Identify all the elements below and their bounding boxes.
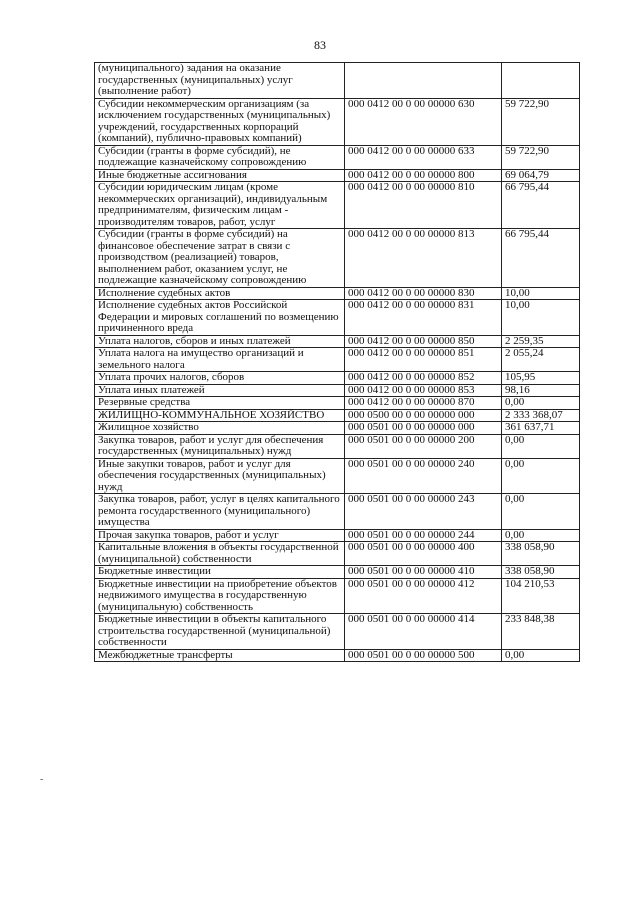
code-cell: 000 0501 00 0 00 00000 500 [345, 649, 502, 662]
table-row [95, 458, 580, 494]
table-row [95, 63, 580, 99]
table-row [95, 384, 580, 397]
table-row [95, 169, 580, 182]
amount-cell [502, 63, 580, 99]
amount-cell: 10,00 [502, 287, 580, 300]
table-row [95, 614, 580, 650]
code-cell: 000 0501 00 0 00 00000 244 [345, 529, 502, 542]
amount-cell: 59 722,90 [502, 98, 580, 145]
page-number: 83 [314, 38, 326, 52]
code-cell: 000 0412 00 0 00 00000 633 [345, 145, 502, 169]
name-cell: Субсидии юридическим лицам (кроме некоммерческих организаций), индивидуальным предпринимателям, физическим лицам - производителям товаров, работ, услуг [95, 182, 345, 229]
code-cell: 000 0501 00 0 00 00000 410 [345, 566, 502, 579]
amount-cell: 0,00 [502, 458, 580, 494]
amount-cell: 0,00 [502, 494, 580, 530]
table-row [95, 566, 580, 579]
amount-cell: 66 795,44 [502, 182, 580, 229]
code-cell: 000 0501 00 0 00 00000 000 [345, 422, 502, 435]
amount-cell: 0,00 [502, 649, 580, 662]
name-cell: Бюджетные инвестиции в объекты капитального строительства государственной (муниципальной) собственности [95, 614, 345, 650]
name-cell: Иные закупки товаров, работ и услуг для обеспечения государственных (муниципальных) нужд [95, 458, 345, 494]
amount-cell: 66 795,44 [502, 229, 580, 288]
code-cell: 000 0501 00 0 00 00000 414 [345, 614, 502, 650]
name-cell: ЖИЛИЩНО-КОММУНАЛЬНОЕ ХОЗЯЙСТВО [95, 409, 345, 422]
amount-cell: 0,00 [502, 434, 580, 458]
name-cell: Резервные средства [95, 397, 345, 410]
code-cell: 000 0412 00 0 00 00000 810 [345, 182, 502, 229]
amount-cell: 361 637,71 [502, 422, 580, 435]
amount-cell: 0,00 [502, 397, 580, 410]
table-row [95, 348, 580, 372]
table-row [95, 529, 580, 542]
code-cell: 000 0412 00 0 00 00000 852 [345, 372, 502, 385]
code-cell: 000 0412 00 0 00 00000 850 [345, 335, 502, 348]
table-row [95, 372, 580, 385]
amount-cell: 10,00 [502, 300, 580, 336]
amount-cell: 2 055,24 [502, 348, 580, 372]
code-cell [345, 63, 502, 99]
amount-cell: 105,95 [502, 372, 580, 385]
code-cell: 000 0412 00 0 00 00000 831 [345, 300, 502, 336]
amount-cell: 98,16 [502, 384, 580, 397]
name-cell: Закупка товаров, работ, услуг в целях капитального ремонта государственного (муниципального) имущества [95, 494, 345, 530]
code-cell: 000 0412 00 0 00 00000 830 [345, 287, 502, 300]
code-cell: 000 0412 00 0 00 00000 853 [345, 384, 502, 397]
name-cell: Уплата налогов, сборов и иных платежей [95, 335, 345, 348]
code-cell: 000 0412 00 0 00 00000 630 [345, 98, 502, 145]
name-cell: Уплата налога на имущество организаций и земельного налога [95, 348, 345, 372]
name-cell: Бюджетные инвестиции [95, 566, 345, 579]
table-row [95, 98, 580, 145]
amount-cell: 104 210,53 [502, 578, 580, 614]
code-cell: 000 0501 00 0 00 00000 400 [345, 542, 502, 566]
budget-table [94, 62, 580, 662]
table-row [95, 422, 580, 435]
table-body [95, 63, 580, 662]
name-cell: Уплата иных платежей [95, 384, 345, 397]
name-cell: Исполнение судебных актов [95, 287, 345, 300]
margin-mark: - [40, 774, 44, 785]
name-cell: Уплата прочих налогов, сборов [95, 372, 345, 385]
name-cell: Субсидии (гранты в форме субсидий) на финансовое обеспечение затрат в связи с производством (реализацией) товаров, выполнением работ, оказанием услуг, не подлежащие казначейскому сопровождению [95, 229, 345, 288]
name-cell: Капитальные вложения в объекты государственной (муниципальной) собственности [95, 542, 345, 566]
name-cell: Субсидии некоммерческим организациям (за исключением государственных (муниципальных) учреждений, государственных корпораций (компаний), публично-правовых компаний) [95, 98, 345, 145]
name-cell: Исполнение судебных актов Российской Федерации и мировых соглашений по возмещению причиненного вреда [95, 300, 345, 336]
code-cell: 000 0412 00 0 00 00000 800 [345, 169, 502, 182]
table-row [95, 397, 580, 410]
table-row [95, 300, 580, 336]
code-cell: 000 0501 00 0 00 00000 200 [345, 434, 502, 458]
amount-cell: 2 259,35 [502, 335, 580, 348]
amount-cell: 233 848,38 [502, 614, 580, 650]
code-cell: 000 0412 00 0 00 00000 851 [345, 348, 502, 372]
name-cell: Иные бюджетные ассигнования [95, 169, 345, 182]
table-row [95, 287, 580, 300]
table-row [95, 409, 580, 422]
table-row [95, 335, 580, 348]
amount-cell: 2 333 368,07 [502, 409, 580, 422]
table-row [95, 182, 580, 229]
table-row [95, 578, 580, 614]
name-cell: Бюджетные инвестиции на приобретение объектов недвижимого имущества в государственную (муниципальную) собственность [95, 578, 345, 614]
code-cell: 000 0412 00 0 00 00000 870 [345, 397, 502, 410]
name-cell: Жилищное хозяйство [95, 422, 345, 435]
amount-cell: 338 058,90 [502, 566, 580, 579]
code-cell: 000 0501 00 0 00 00000 412 [345, 578, 502, 614]
code-cell: 000 0501 00 0 00 00000 240 [345, 458, 502, 494]
name-cell: (муниципального) задания на оказание государственных (муниципальных) услуг (выполнение работ) [95, 63, 345, 99]
table-row [95, 649, 580, 662]
amount-cell: 69 064,79 [502, 169, 580, 182]
amount-cell: 0,00 [502, 529, 580, 542]
code-cell: 000 0501 00 0 00 00000 243 [345, 494, 502, 530]
table-row [95, 145, 580, 169]
code-cell: 000 0412 00 0 00 00000 813 [345, 229, 502, 288]
name-cell: Межбюджетные трансферты [95, 649, 345, 662]
amount-cell: 338 058,90 [502, 542, 580, 566]
table-row [95, 494, 580, 530]
table-row [95, 434, 580, 458]
name-cell: Субсидии (гранты в форме субсидий), не подлежащие казначейскому сопровождению [95, 145, 345, 169]
name-cell: Прочая закупка товаров, работ и услуг [95, 529, 345, 542]
code-cell: 000 0500 00 0 00 00000 000 [345, 409, 502, 422]
table-row [95, 542, 580, 566]
table-row [95, 229, 580, 288]
name-cell: Закупка товаров, работ и услуг для обеспечения государственных (муниципальных) нужд [95, 434, 345, 458]
amount-cell: 59 722,90 [502, 145, 580, 169]
